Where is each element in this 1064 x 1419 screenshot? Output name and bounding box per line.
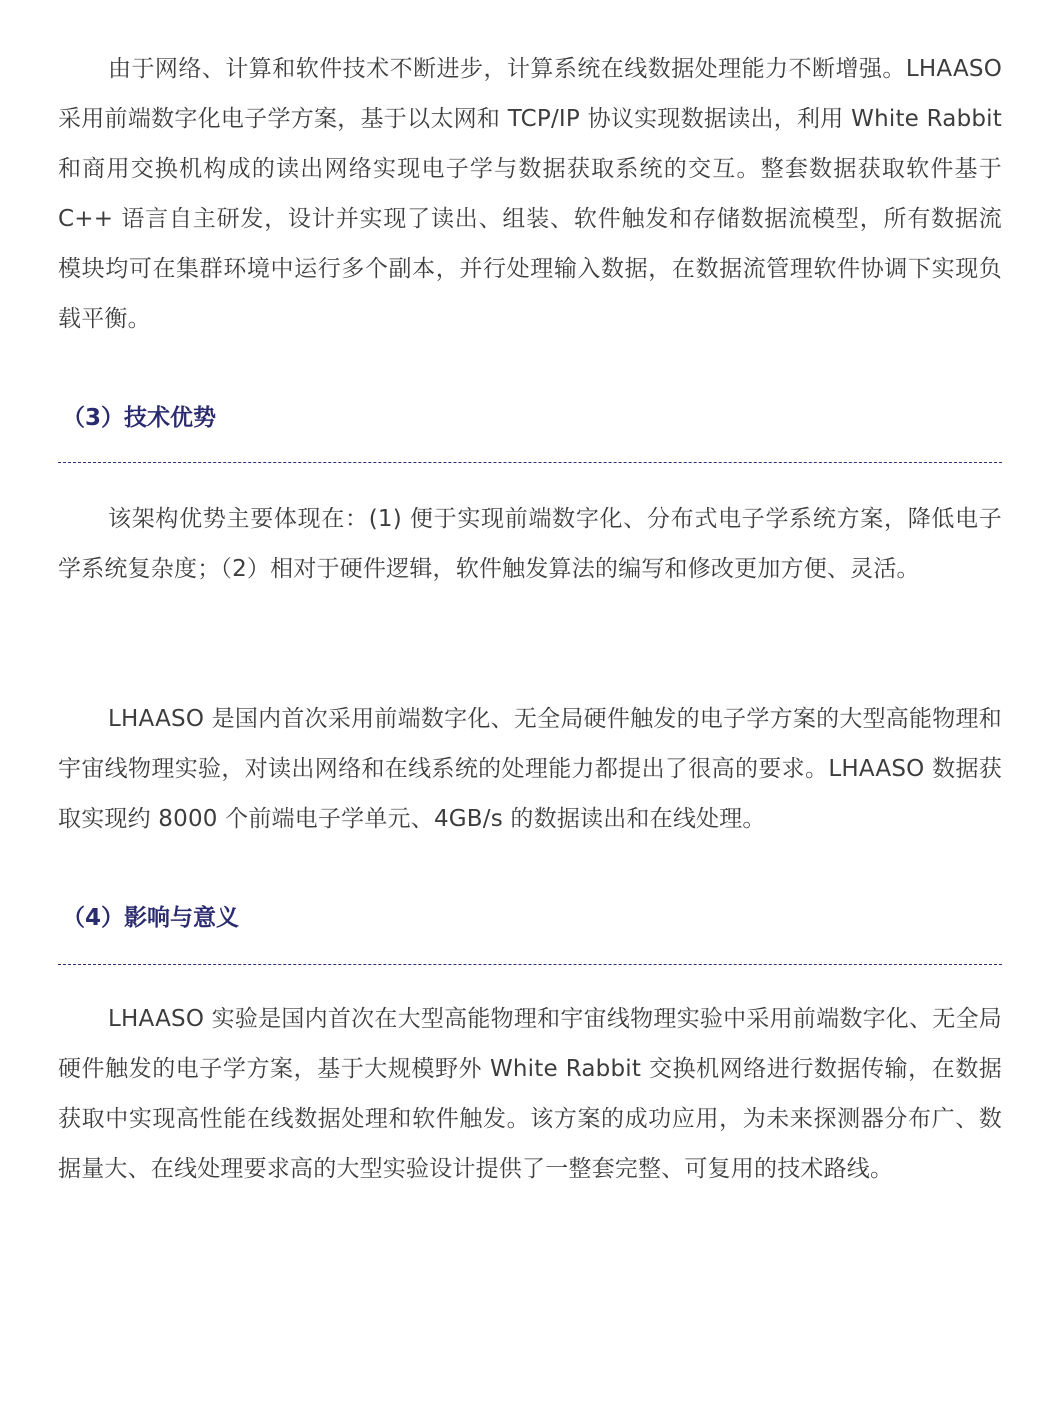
- section-heading-technical-advantages: （3）技术优势: [62, 405, 217, 431]
- paragraph-lhaaso-readout: LHAASO 是国内首次采用前端数字化、无全局硬件触发的电子学方案的大型高能物理和宇宙线物理实验，对读出网络和在线系统的处理能力都提出了很高的要求。LHAASO 数据获取实现约 8000 个前端电子学单元、4GB/s 的数据读出和在线处理。: [58, 706, 1002, 832]
- paragraph-data-processing: 由于网络、计算和软件技术不断进步，计算系统在线数据处理能力不断增强。LHAASO 采用前端数字化电子学方案，基于以太网和 TCP/IP 协议实现数据读出，利用 White Rabbit 和商用交换机构成的读出网络实现电子学与数据获取系统的交互。整套数据获取软件基于 C++ 语言自主研发，设计并实现了读出、组装、软件触发和存储数据流模型，所有数据流模块均可在集群环境中运行多个副本，并行处理输入数据，在数据流管理软件协调下实现负载平衡。: [58, 56, 1002, 332]
- dashed-divider: [58, 462, 1002, 463]
- paragraph-architecture-advantages: 该架构优势主要体现在：(1) 便于实现前端数字化、分布式电子学系统方案，降低电子学系统复杂度；（2）相对于硬件逻辑，软件触发算法的编写和修改更加方便、灵活。: [58, 506, 1002, 582]
- section-heading-impact-significance: （4）影响与意义: [62, 905, 240, 931]
- paragraph-impact: LHAASO 实验是国内首次在大型高能物理和宇宙线物理实验中采用前端数字化、无全局硬件触发的电子学方案，基于大规模野外 White Rabbit 交换机网络进行数据传输，在数据获取中实现高性能在线数据处理和软件触发。该方案的成功应用，为未来探测器分布广、数据量大、在线处理要求高的大型实验设计提供了一整套完整、可复用的技术路线。: [58, 1006, 1002, 1182]
- dashed-divider: [58, 964, 1002, 965]
